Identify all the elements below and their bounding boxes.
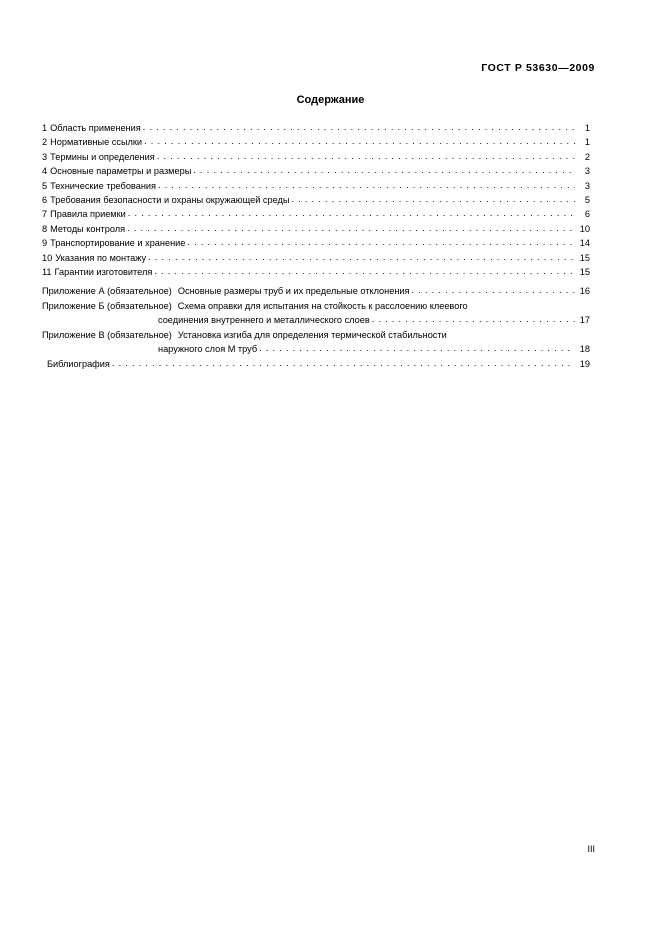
toc-appendix-entry[interactable] <box>42 299 590 328</box>
toc-leader <box>112 360 575 369</box>
page-title: Содержание <box>296 94 365 106</box>
toc-entry-page: 15 <box>579 252 590 263</box>
toc-leader <box>158 182 575 191</box>
toc-entry-label: Требования безопасности и охраны окружающей среды <box>50 195 290 206</box>
toc-entry-number: 5 <box>42 180 48 191</box>
toc-leader <box>372 317 575 326</box>
toc-appendix-entry[interactable] <box>42 284 590 298</box>
toc-entry-number: 6 <box>42 195 48 206</box>
toc-entry-number: 9 <box>42 238 48 249</box>
toc-entry-label: Транспортирование и хранение <box>50 238 186 249</box>
toc-appendix-page: 16 <box>579 286 590 297</box>
toc-bibliography-entry[interactable] <box>42 357 590 371</box>
toc-leader <box>128 211 575 220</box>
table-of-contents <box>42 121 590 371</box>
toc-leader <box>187 240 575 249</box>
toc-appendix-name: Приложение В (обязательное) <box>42 329 172 340</box>
toc-entry[interactable] <box>42 236 590 250</box>
toc-appendix-text-continued: наружного слоя М труб <box>158 344 258 355</box>
toc-entry[interactable] <box>42 265 590 279</box>
toc-entry[interactable] <box>42 179 590 193</box>
toc-entry-page: 10 <box>579 223 590 234</box>
toc-leader <box>412 288 575 297</box>
toc-entry-number: 4 <box>42 166 48 177</box>
toc-leader <box>193 168 575 177</box>
toc-leader <box>154 268 575 277</box>
toc-entry-number: 2 <box>42 137 48 148</box>
toc-bibliography-page: 19 <box>579 358 590 369</box>
toc-entry-label: Технические требования <box>50 180 156 191</box>
toc-entry-label: Методы контроля <box>50 223 126 234</box>
toc-entry-page: 1 <box>584 123 590 133</box>
toc-entry[interactable] <box>42 135 590 149</box>
toc-entry-number: 1 <box>42 123 48 133</box>
toc-entry-label: Термины и определения <box>50 151 155 162</box>
toc-appendix-name: Приложение А (обязательное) <box>42 286 172 297</box>
toc-leader <box>292 196 575 205</box>
toc-bibliography-label: Библиография <box>47 358 110 369</box>
toc-entry-label: Нормативные ссылки <box>50 137 143 148</box>
toc-entry-page: 1 <box>584 137 590 148</box>
toc-entry-page: 3 <box>584 180 590 191</box>
toc-entry-number: 7 <box>42 209 48 220</box>
toc-entry[interactable] <box>42 207 590 221</box>
toc-leader <box>143 124 575 133</box>
toc-entry-number: 10 <box>42 252 53 263</box>
toc-leader <box>127 225 575 234</box>
toc-appendix-name: Приложение Б (обязательное) <box>42 300 172 311</box>
toc-appendix-text-continued: соединения внутреннего и металлического слоев <box>158 315 370 326</box>
toc-entry-page: 15 <box>579 267 590 278</box>
standard-code-header: ГОСТ Р 53630—2009 <box>481 62 595 74</box>
toc-entry[interactable] <box>42 121 590 135</box>
toc-entry[interactable] <box>42 251 590 265</box>
toc-entry[interactable] <box>42 193 590 207</box>
toc-entry-label: Гарантии изготовителя <box>54 267 153 278</box>
toc-appendix-text: Установка изгиба для определения термической стабильности <box>177 329 447 340</box>
toc-entry-label: Правила приемки <box>50 209 126 220</box>
toc-leader <box>259 346 575 355</box>
toc-entry-page: 5 <box>584 195 590 206</box>
toc-entry-page: 14 <box>579 238 590 249</box>
toc-appendix-page: 17 <box>579 315 590 326</box>
toc-appendix-text: Основные размеры труб и их предельные отклонения <box>177 286 410 297</box>
toc-entry-number: 8 <box>42 223 48 234</box>
toc-entry-label: Основные параметры и размеры <box>50 166 192 177</box>
page-number: III <box>587 844 595 854</box>
toc-leader <box>148 254 575 263</box>
toc-leader <box>157 153 575 162</box>
toc-entry[interactable] <box>42 164 590 178</box>
toc-appendix-text: Схема оправки для испытания на стойкость к расслоению клеевого <box>177 300 468 311</box>
toc-entry[interactable] <box>42 150 590 164</box>
toc-entry-page: 2 <box>584 151 590 162</box>
toc-entry-number: 3 <box>42 151 48 162</box>
toc-entry[interactable] <box>42 222 590 236</box>
toc-entry-page: 6 <box>584 209 590 220</box>
toc-entry-number: 11 <box>42 267 52 278</box>
toc-entry-page: 3 <box>584 166 590 177</box>
toc-entry-label: Указания по монтажу <box>55 252 147 263</box>
toc-entry-label: Область применения <box>50 123 141 133</box>
toc-appendix-entry[interactable] <box>42 328 590 357</box>
toc-appendix-page: 18 <box>579 344 590 355</box>
toc-leader <box>144 139 575 148</box>
